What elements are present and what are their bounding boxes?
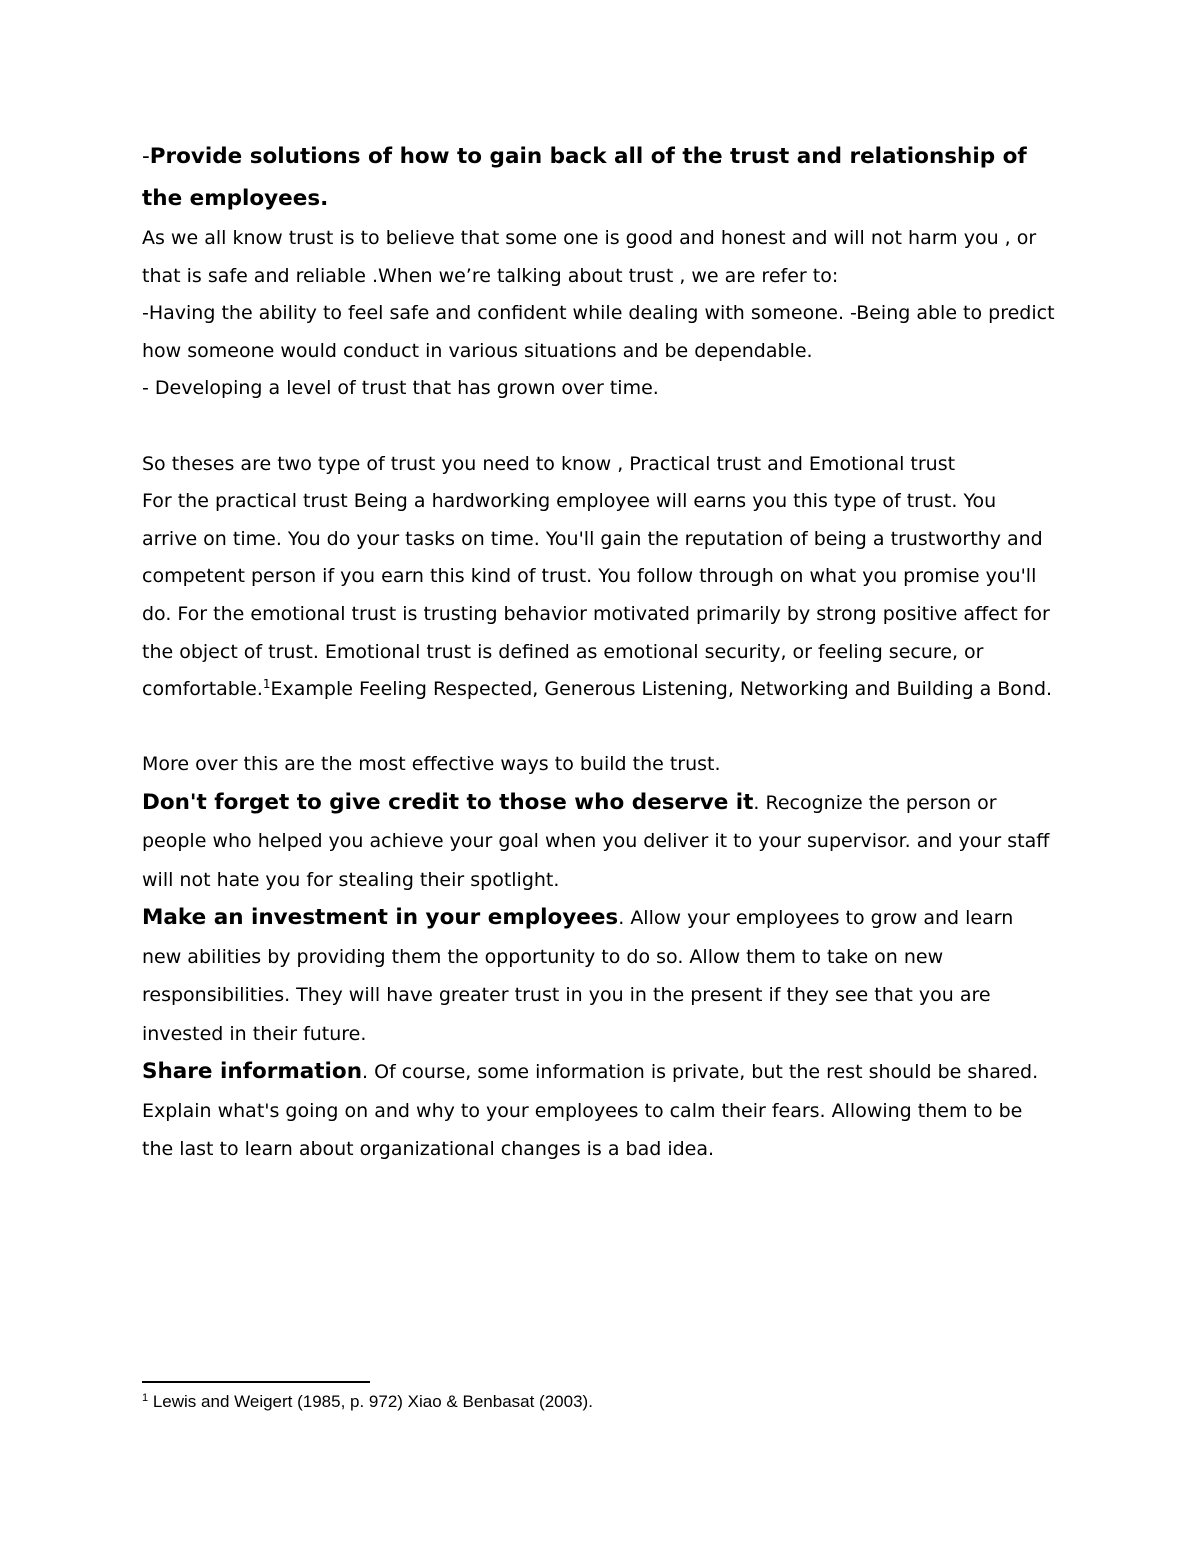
heading-dash: - xyxy=(142,144,150,169)
way-item-share xyxy=(142,1053,1057,1169)
intro-paragraph: As we all know trust is to believe that some one is good and honest and will not harm you , or that is safe and reliable .When we’re talking about trust , we are refer to: xyxy=(142,227,1037,287)
ways-intro-paragraph: More over this are the most effective ways to build the trust. xyxy=(142,753,721,776)
way-item-lead: Don't forget to give credit to those who deserve it xyxy=(142,789,754,815)
trust-types-example-text: Example Feeling Respected, Generous Listening, Networking and Building a Bond. xyxy=(270,678,1053,701)
way-item-text: . Recognize the person or people who helped you achieve your goal when you deliver it to your supervisor. and your staff will not hate you for stealing their spotlight. xyxy=(142,791,1050,891)
trust-types-paragraph: So theses are two type of trust you need to know , Practical trust and Emotional trust xyxy=(142,452,956,475)
way-item-text: . Of course, some information is private, but the rest should be shared. Explain what's going on and why to your employees to calm their fears. Allowing them to be the last to learn about organizational changes is a bad idea. xyxy=(142,1061,1039,1161)
footnote-number: 1 xyxy=(142,1392,149,1404)
way-item-lead: Share information xyxy=(142,1059,363,1085)
document-body xyxy=(142,136,1057,1169)
footnote-reference[interactable]: 1 xyxy=(262,677,271,692)
trust-types-detail-paragraph xyxy=(142,483,1057,709)
blank-line xyxy=(142,408,1057,446)
heading-text: Provide solutions of how to gain back all of the trust and relationship of the employees. xyxy=(142,144,1027,211)
trust-ability-paragraph: -Having the ability to feel safe and confident while dealing with someone. -Being able to predict how someone would conduct in various situations and be dependable. xyxy=(142,302,1055,362)
way-item-investment xyxy=(142,899,1057,1053)
section-heading xyxy=(142,136,1057,220)
way-item-text: . Allow your employees to grow and learn new abilities by providing them the opportunity to do so. Allow them to take on new responsibilities. They will have greater trust in you in the present if they see that you are invested in their future. xyxy=(142,907,1014,1045)
way-item-credit xyxy=(142,784,1057,900)
footnote-separator xyxy=(142,1381,370,1383)
footnote-text: Lewis and Weigert (1985, p. 972) Xiao & Benbasat (2003). xyxy=(148,1392,593,1411)
blank-line xyxy=(142,709,1057,747)
trust-types-detail-text: For the practical trust Being a hardworking employee will earns you this type of trust. You arrive on time. You do your tasks on time. You'll gain the reputation of being a trustworthy and competent person if you earn this kind of trust. You follow through on what you promise you'll do. For the emotional trust is trusting behavior motivated primarily by strong positive affect for the object of trust. Emotional trust is defined as emotional security, or feeling secure, or comfortable. xyxy=(142,490,1050,701)
footnote xyxy=(142,1390,593,1414)
way-item-lead: Make an investment in your employees xyxy=(142,905,619,931)
trust-developing-paragraph: - Developing a level of trust that has grown over time. xyxy=(142,377,659,400)
